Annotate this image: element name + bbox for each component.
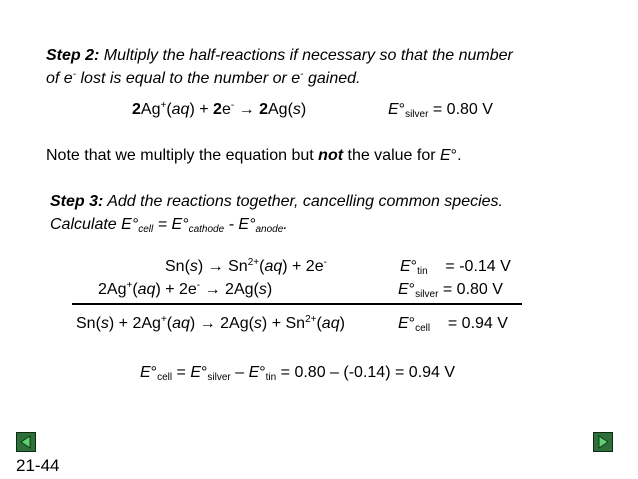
silver-half-potential: $E^\circ_{silver} = 0.80$ V: [388, 101, 493, 120]
overall-potential: $E^\circ_{cell}$ = 0.94 V: [398, 315, 508, 334]
step2-line2: of e- lost is equal to the number or e- gained.: [46, 69, 361, 87]
step3-label: Step 3:: [50, 193, 104, 210]
silver-half-reaction: 2Ag+(aq) + 2e- → 2Ag(s): [132, 100, 307, 118]
note-line: Note that we multiply the equation but not the value for E°.: [46, 147, 462, 164]
step2-label: Step 2:: [46, 47, 100, 64]
page-number: 21-44: [16, 456, 60, 475]
overall-reaction: $Sn(s) + 2Ag^+(aq) \to 2Ag(s) + Sn^{2+}(aq)$: [76, 314, 345, 332]
next-slide-button[interactable]: [593, 432, 613, 452]
previous-slide-button[interactable]: [16, 432, 36, 452]
triangle-left-icon: [17, 433, 35, 451]
sum-divider: [72, 303, 522, 305]
silver-reaction: 2Ag+(aq) + 2e- → 2Ag(s): [98, 280, 273, 298]
tin-reaction: $Sn(s) \to Sn^{2+}(aq) + 2e^-$: [165, 257, 327, 275]
silver-potential: $E^\circ_{silver} = 0.80$ V: [398, 281, 503, 300]
tin-potential: $E^\circ_{tin}$ = -0.14 V: [400, 258, 511, 277]
final-calculation: $E^\circ_{cell} = E^\circ_{silver} - E^\circ_{tin} = 0.80 - (-0.14) = 0.94$ V: [140, 364, 456, 383]
step2-line1: [46, 47, 513, 65]
step2-text-a: Multiply the half-reactions if necessary so that the number: [103, 47, 513, 64]
triangle-right-icon: [594, 433, 612, 451]
step3-line2: Calculate $E^\circ_{cell} = E^\circ_{cathode} - E^\circ_{anode}$.: [50, 216, 288, 235]
step3-line1: Step 3: Add the reactions together, cancelling common species.: [50, 193, 503, 210]
